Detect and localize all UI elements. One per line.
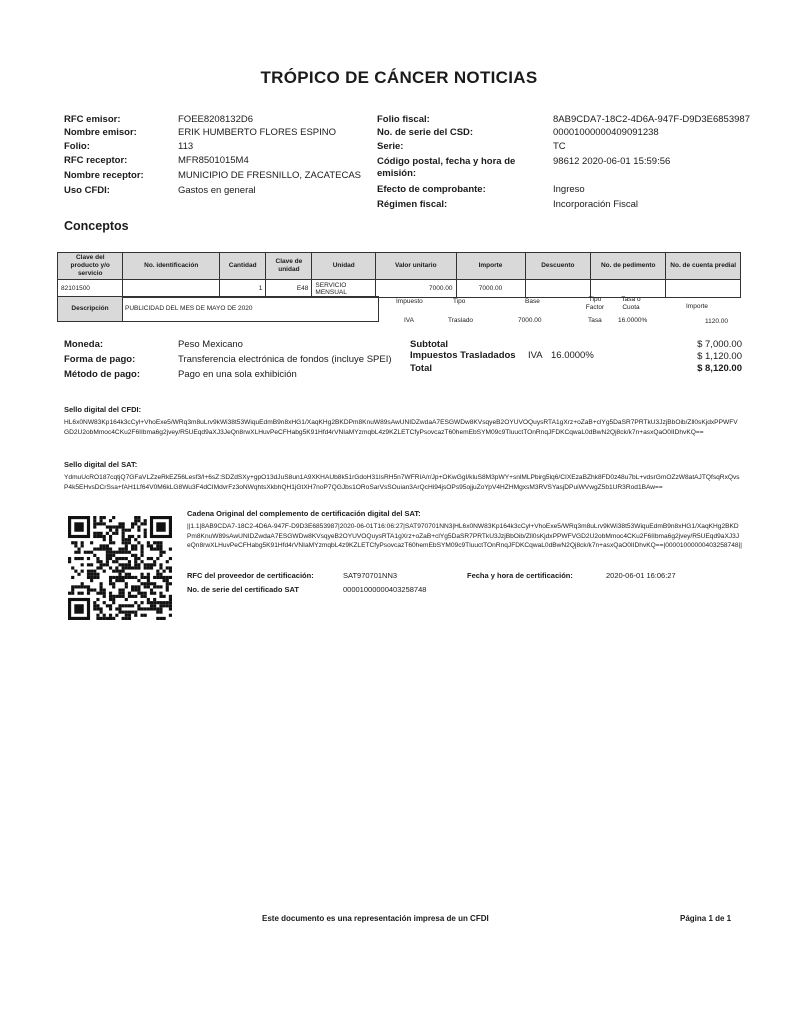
column-header: Cantidad (219, 253, 265, 280)
serie-value: TC (553, 141, 566, 152)
serie-label: Serie: (377, 141, 404, 152)
column-header: Clave del producto y/o servicio (58, 253, 123, 280)
tax-header: Importe (686, 303, 709, 310)
tax-header: Base (525, 298, 540, 305)
rfc-receptor-label: RFC receptor: (64, 155, 128, 166)
regimen-value: Incorporación Fiscal (553, 199, 639, 210)
serie-certificado-value: 00001000000403258748 (343, 585, 427, 594)
subtotal-value: $ 7,000.00 (697, 339, 742, 350)
metodo-pago-value: Pago en una sola exhibición (178, 369, 297, 380)
nombre-emisor-value: ERIK HUMBERTO FLORES ESPINO (178, 127, 337, 138)
rfc-proveedor-label: RFC del proveedor de certificación: (187, 571, 314, 580)
moneda-value: Peso Mexicano (178, 339, 243, 350)
tax-header: Tasa o Cuota (621, 296, 641, 311)
folio-value: 113 (178, 141, 194, 152)
column-header: Valor unitario (376, 253, 456, 280)
nombre-receptor-label: Nombre receptor: (64, 170, 144, 181)
cadena-label: Cadena Original del complemento de certificación digital del SAT: (187, 509, 421, 518)
table-row (58, 280, 741, 298)
tax-header: Impuesto (396, 298, 423, 305)
table-cell (123, 280, 220, 298)
folio-fiscal-value: 8AB9CDA7-18C2-4D6A-947F-D9D3E6853987 (553, 114, 750, 125)
rfc-proveedor-value: SAT970701NN3 (343, 571, 398, 580)
conceptos-table (57, 252, 741, 298)
metodo-pago-label: Método de pago: (64, 369, 140, 380)
descripcion-label: Descripción (71, 305, 109, 312)
table-cell: 7000.00 (376, 280, 456, 298)
tax-cell: Tasa (588, 317, 602, 324)
cadena-value: ||1.1|8AB9CDA7-18C2-4D6A-947F-D9D3E6853987|2020-06-01T16:06:27|SAT970701NN3|HL6x0NW83Kp164k3cCyl+VhoExe5/WRq3m8uLrv9kWi38t53WiquEdmB9n8xHG1/XaqKHg2BKDPm8KnuW89sAwUNIDZwdaA7ESGWDw8KVsqyeB2OYUVOQuysRTA1gXrz+oZaB+clYg5DaSR7PRTkU3JzjBbOib/Zll0sKjdxPPWFVGD2U2obMmoc4CKu2F6IIbma6g2jvey/R5UEqd9aXJ3JeQn8rwXLHuvPeCFHabg5K91Hfd4rVNIaMYzmqbL4z9KZLETCfyPsovcazT60hemEbSYM09c9TluuctTOnRnqJFDKCqwaL0dBwN2Qj8ck/k7n+asxQaO0IIDhvKQ==|00001000000403258748|| (187, 523, 742, 550)
column-header: Descuento (525, 253, 591, 280)
footer-note: Este documento es una representación impresa de un CFDI (262, 914, 489, 923)
codigo-postal-value: 98612 2020-06-01 15:59:56 (553, 156, 671, 167)
descripcion-label-cell (57, 296, 123, 322)
total-label: Total (410, 363, 432, 374)
regimen-label: Régimen fiscal: (377, 199, 448, 210)
tax-cell: 16.0000% (618, 317, 648, 324)
table-cell: 7000.00 (456, 280, 525, 298)
table-cell: SERVICIO MENSUAL (312, 280, 376, 298)
tax-cell: 7000.00 (518, 317, 542, 324)
efecto-label: Efecto de comprobante: (377, 184, 486, 195)
rfc-emisor-value: FOEE8208132D6 (178, 114, 253, 125)
impuestos-tipo: IVA (528, 350, 543, 361)
folio-label: Folio: (64, 141, 90, 152)
sello-cfdi-label: Sello digital del CFDI: (64, 405, 142, 414)
impuestos-label: Impuestos Trasladados (410, 350, 516, 361)
codigo-postal-label: Código postal, fecha y hora de emisión: (377, 156, 516, 179)
fecha-certificacion-label: Fecha y hora de certificación: (467, 571, 573, 580)
table-cell (591, 280, 666, 298)
serie-csd-value: 00001000000409091238 (553, 127, 659, 138)
forma-pago-value: Transferencia electrónica de fondos (incluye SPEI) (178, 354, 392, 365)
column-header: Unidad (312, 253, 376, 280)
efecto-value: Ingreso (553, 184, 585, 195)
uso-cfdi-value: Gastos en general (178, 185, 256, 196)
impuestos-tasa: 16.0000% (551, 350, 594, 361)
document-title: TRÓPICO DE CÁNCER NOTICIAS (260, 68, 538, 87)
column-header: No. identificación (123, 253, 220, 280)
table-cell: 82101500 (58, 280, 123, 298)
table-header-row (58, 253, 741, 280)
column-header: Importe (456, 253, 525, 280)
sello-sat-value: YdmuUcRO187cqtjQ7GFaVLZzeRkEZ56Lesf3/l+6sZ:SDZdSXy+gpO13dJuS8un1A9XKHAUb8k51rGdoH31IsRH5n7WFRIA/r/Jp+OKwGgI/kluS8M3pWY+snlMLPbirg5lq6/CIXEzaBZhk8FD0z48u7bL+vdsrGmOZzW8atAJTQfsqRxQvsP4k5EHvsDCrSsa+fAH1Lf64V0M6kLG8Wu3F4dCIMdvrFz3oNWqhtsXkbhQH1jGtXH7noP7QGJbs1ORoSarVsSOuian3ArQcHi94jsOPs95ojjuZoYpV4HZHMgxsM3RVSYasjDPuiWVwgZ5b1UR3Rod1BAw== (64, 474, 740, 491)
tax-cell: Traslado (448, 317, 474, 324)
table-cell (666, 280, 741, 298)
fecha-certificacion-value: 2020-06-01 16:06:27 (606, 571, 676, 580)
impuestos-value: $ 1,120.00 (697, 351, 742, 362)
rfc-emisor-label: RFC emisor: (64, 114, 121, 125)
tax-header: Tipo (453, 298, 466, 305)
folio-fiscal-label: Folio fiscal: (377, 114, 430, 125)
nombre-receptor-value: MUNICIPIO DE FRESNILLO, ZACATECAS (178, 170, 361, 181)
column-header: Clave de unidad (266, 253, 312, 280)
tax-cell: IVA (404, 317, 414, 324)
serie-csd-label: No. de serie del CSD: (377, 127, 474, 138)
qr-code-image (68, 516, 172, 620)
page-number: Página 1 de 1 (680, 914, 732, 923)
nombre-emisor-label: Nombre emisor: (64, 127, 137, 138)
sello-cfdi-value: HL6x0NW83Kp164k3cCyl+VhoExe5/WRq3m8uLrv9kWi38t53WiquEdmB9n8xHG1/XaqKHg2BKDPm8KnuW89sAwUNIDZwdaA7ESGWDw8KVsqyeB2OYUVOQuysRTA1gXrz+oZaB+clYg5DaSR7PRTkU3JzjBbOib/Zll0sKjdxPPWFVGD2U2obMmoc4CKu2F6IIbma6g2jvey/R5UEqd9aXJ3JeQn8rwXLHuvPeCFHabg5K91Hfd4rVNIaMYzmqbL4z9KZLETCfyPsovcazT60hemEbSYM09c9TluuctTOnRnqJFDKCqwaL0dBwN2Qj8ck/k7n+asxQaO0IIDhvKQ== (64, 419, 738, 436)
rfc-receptor-value: MFR8501015M4 (178, 155, 249, 166)
forma-pago-label: Forma de pago: (64, 354, 136, 365)
tax-cell: 1120.00 (705, 318, 729, 325)
table-cell (525, 280, 591, 298)
total-value: $ 8,120.00 (697, 363, 742, 374)
tax-header: Tipo Factor (585, 296, 605, 311)
serie-certificado-label: No. de serie del certificado SAT (187, 585, 299, 594)
conceptos-heading: Conceptos (64, 219, 129, 233)
column-header: No. de pedimento (591, 253, 666, 280)
table-cell: E48 (266, 280, 312, 298)
descripcion-value: PUBLICIDAD DEL MES DE MAYO DE 2020 (125, 305, 253, 312)
descripcion-cell (122, 296, 379, 322)
column-header: No. de cuenta predial (666, 253, 741, 280)
sello-sat-label: Sello digital del SAT: (64, 460, 138, 469)
uso-cfdi-label: Uso CFDI: (64, 185, 110, 196)
subtotal-label: Subtotal (410, 339, 448, 350)
moneda-label: Moneda: (64, 339, 104, 350)
table-cell: 1 (219, 280, 265, 298)
